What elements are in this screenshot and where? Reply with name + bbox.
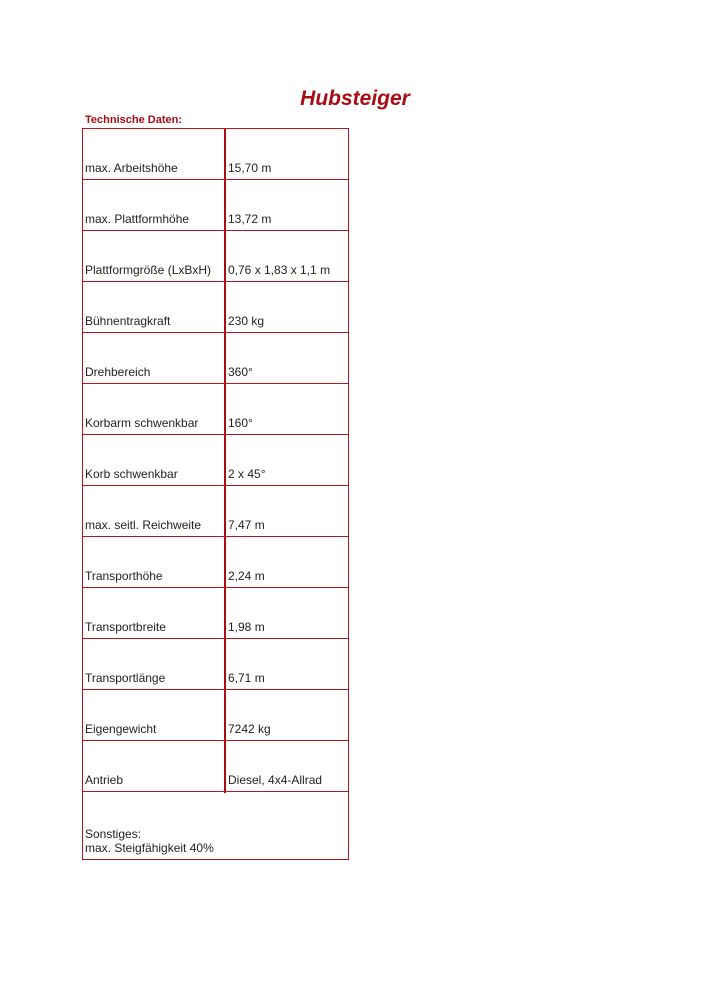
spec-label: Antrieb [85, 773, 124, 787]
table-row [83, 333, 348, 384]
table-row [83, 639, 348, 690]
table-row [83, 486, 348, 537]
spec-value: 160° [228, 416, 253, 430]
spec-value: 7242 kg [228, 722, 271, 736]
notes-heading: Sonstiges: [85, 827, 142, 841]
table-row [83, 282, 348, 333]
spec-label: max. Plattformhöhe [85, 212, 190, 226]
spec-value: 6,71 m [228, 671, 265, 685]
table-row [83, 435, 348, 486]
notes-text: max. Steigfähigkeit 40% [85, 841, 214, 855]
spec-value: 0,76 x 1,83 x 1,1 m [228, 263, 331, 277]
spec-label: Drehbereich [85, 365, 151, 379]
spec-label: Transportlänge [85, 671, 166, 685]
spec-value: 360° [228, 365, 253, 379]
spec-value: 2 x 45° [228, 467, 266, 481]
spec-label: Transportbreite [85, 620, 166, 634]
section-heading: Technische Daten: [85, 114, 182, 126]
spec-value: 2,24 m [228, 569, 265, 583]
spec-label: Korb schwenkbar [85, 467, 178, 481]
spec-value: 1,98 m [228, 620, 265, 634]
spec-label: Transporthöhe [85, 569, 163, 583]
notes-block [85, 827, 214, 855]
spec-label: Plattformgröße (LxBxH) [85, 263, 212, 277]
spec-value: Diesel, 4x4-Allrad [228, 773, 323, 787]
spec-table [82, 128, 349, 860]
spec-label: max. seitl. Reichweite [85, 518, 202, 532]
table-row [83, 384, 348, 435]
spec-value: 13,72 m [228, 212, 272, 226]
table-row [83, 588, 348, 639]
spec-value: 230 kg [228, 314, 265, 328]
table-row [83, 129, 348, 180]
table-row [83, 741, 348, 792]
table-row [83, 690, 348, 741]
spec-label: Korbarm schwenkbar [85, 416, 199, 430]
table-row [83, 180, 348, 231]
spec-label: max. Arbeitshöhe [85, 161, 178, 175]
spec-label: Bühnentragkraft [85, 314, 171, 328]
spec-value: 7,47 m [228, 518, 265, 532]
page-title: Hubsteiger [300, 87, 410, 110]
table-row [83, 231, 348, 282]
spec-value: 15,70 m [228, 161, 272, 175]
spec-label: Eigengewicht [85, 722, 157, 736]
table-row [83, 537, 348, 588]
